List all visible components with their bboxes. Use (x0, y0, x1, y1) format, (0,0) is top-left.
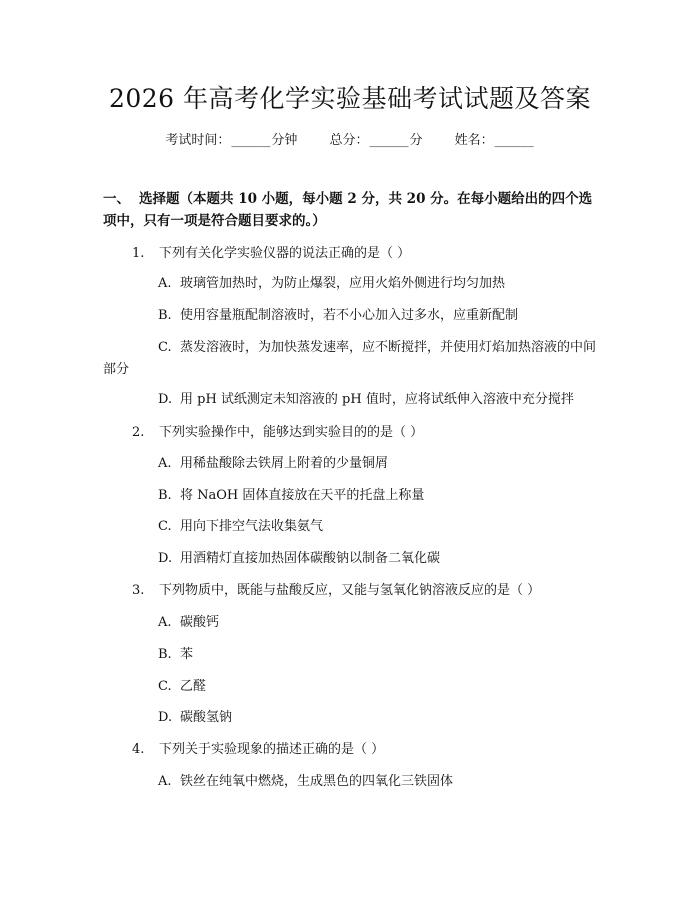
exam-time-unit: 分钟 (271, 133, 298, 148)
question-3-option-c (158, 677, 598, 697)
question-3-option-b (158, 645, 598, 665)
total-score-unit: 分 (409, 133, 423, 148)
total-score-blank: ______ (369, 133, 409, 148)
option-label: A. (158, 615, 172, 630)
total-score-label: 总分： (329, 133, 369, 148)
student-name-field (455, 131, 535, 151)
section-heading-text: 选择题（本题共 10 小题，每小题 2 分，共 20 分。在每小题给出的四个选项中，只有一项是符合题目要求的。） (103, 191, 593, 229)
option-text: 蒸发溶液时，为加快蒸发速率，应不断搅拌，并使用灯焰加热溶液的中间部分 (103, 340, 597, 377)
option-label: C. (158, 519, 172, 534)
option-label: B. (158, 308, 172, 323)
question-3 (132, 581, 602, 601)
option-label: B. (158, 647, 172, 662)
section-heading (103, 188, 603, 232)
total-score-field (329, 131, 422, 151)
option-label: D. (158, 392, 173, 407)
question-1-option-d (158, 390, 598, 410)
student-name-label: 姓名： (454, 133, 494, 148)
option-text: 苯 (180, 647, 194, 662)
option-text: 将 NaOH 固体直接放在天平的托盘上称量 (180, 488, 425, 503)
question-text: 下列实验操作中，能够达到实验目的的是（ ） (159, 425, 424, 440)
question-2-option-c (158, 517, 598, 537)
question-number: 2. (132, 425, 145, 440)
option-label: A. (158, 276, 172, 291)
question-3-option-a (158, 613, 598, 633)
page-title: 2026 年高考化学实验基础考试试题及答案 (108, 84, 592, 113)
question-4 (132, 740, 602, 760)
option-label: C. (158, 340, 172, 355)
option-text: 玻璃管加热时，为防止爆裂，应用火焰外侧进行均匀加热 (180, 276, 506, 291)
question-2-option-a (158, 454, 598, 474)
option-text: 铁丝在纯氧中燃烧，生成黑色的四氧化三铁固体 (180, 774, 454, 789)
question-number: 4. (132, 742, 145, 757)
question-text: 下列关于实验现象的描述正确的是（ ） (159, 742, 385, 757)
option-label: B. (158, 488, 172, 503)
section-number: 一、 (103, 191, 130, 207)
option-label: A. (158, 774, 172, 789)
exam-time-field (165, 131, 297, 151)
option-label: A. (158, 456, 172, 471)
question-number: 1. (132, 246, 145, 261)
question-4-option-a (158, 772, 598, 792)
question-2-option-d (158, 549, 598, 569)
question-1-option-b (158, 306, 598, 326)
question-3-option-d (158, 708, 598, 728)
student-name-blank: ______ (494, 133, 534, 148)
option-text: 用酒精灯直接加热固体碳酸钠以制备二氧化碳 (180, 551, 441, 566)
option-text: 碳酸氢钠 (180, 710, 233, 725)
option-text: 碳酸钙 (180, 615, 220, 630)
option-text: 用 pH 试纸测定未知溶液的 pH 值时，应将试纸伸入溶液中充分搅拌 (180, 392, 574, 407)
question-text: 下列有关化学实验仪器的说法正确的是（ ） (159, 246, 411, 261)
question-1 (132, 244, 602, 264)
option-text: 使用容量瓶配制溶液时，若不小心加入过多水，应重新配制 (180, 308, 519, 323)
option-text: 用向下排空气法收集氨气 (180, 519, 324, 534)
exam-meta-line (0, 131, 700, 151)
question-2 (132, 423, 602, 443)
option-text: 用稀盐酸除去铁屑上附着的少量铜屑 (180, 456, 389, 471)
question-number: 3. (132, 583, 145, 598)
exam-time-blank: ______ (231, 133, 271, 148)
option-text: 乙醛 (180, 679, 207, 694)
exam-time-label: 考试时间： (165, 133, 231, 148)
question-text: 下列物质中，既能与盐酸反应，又能与氢氧化钠溶液反应的是（ ） (159, 583, 541, 598)
question-2-option-b (158, 486, 598, 506)
option-label: C. (158, 679, 172, 694)
question-1-option-c (103, 337, 600, 381)
option-label: D. (158, 551, 173, 566)
option-label: D. (158, 710, 173, 725)
question-1-option-a (158, 274, 598, 294)
